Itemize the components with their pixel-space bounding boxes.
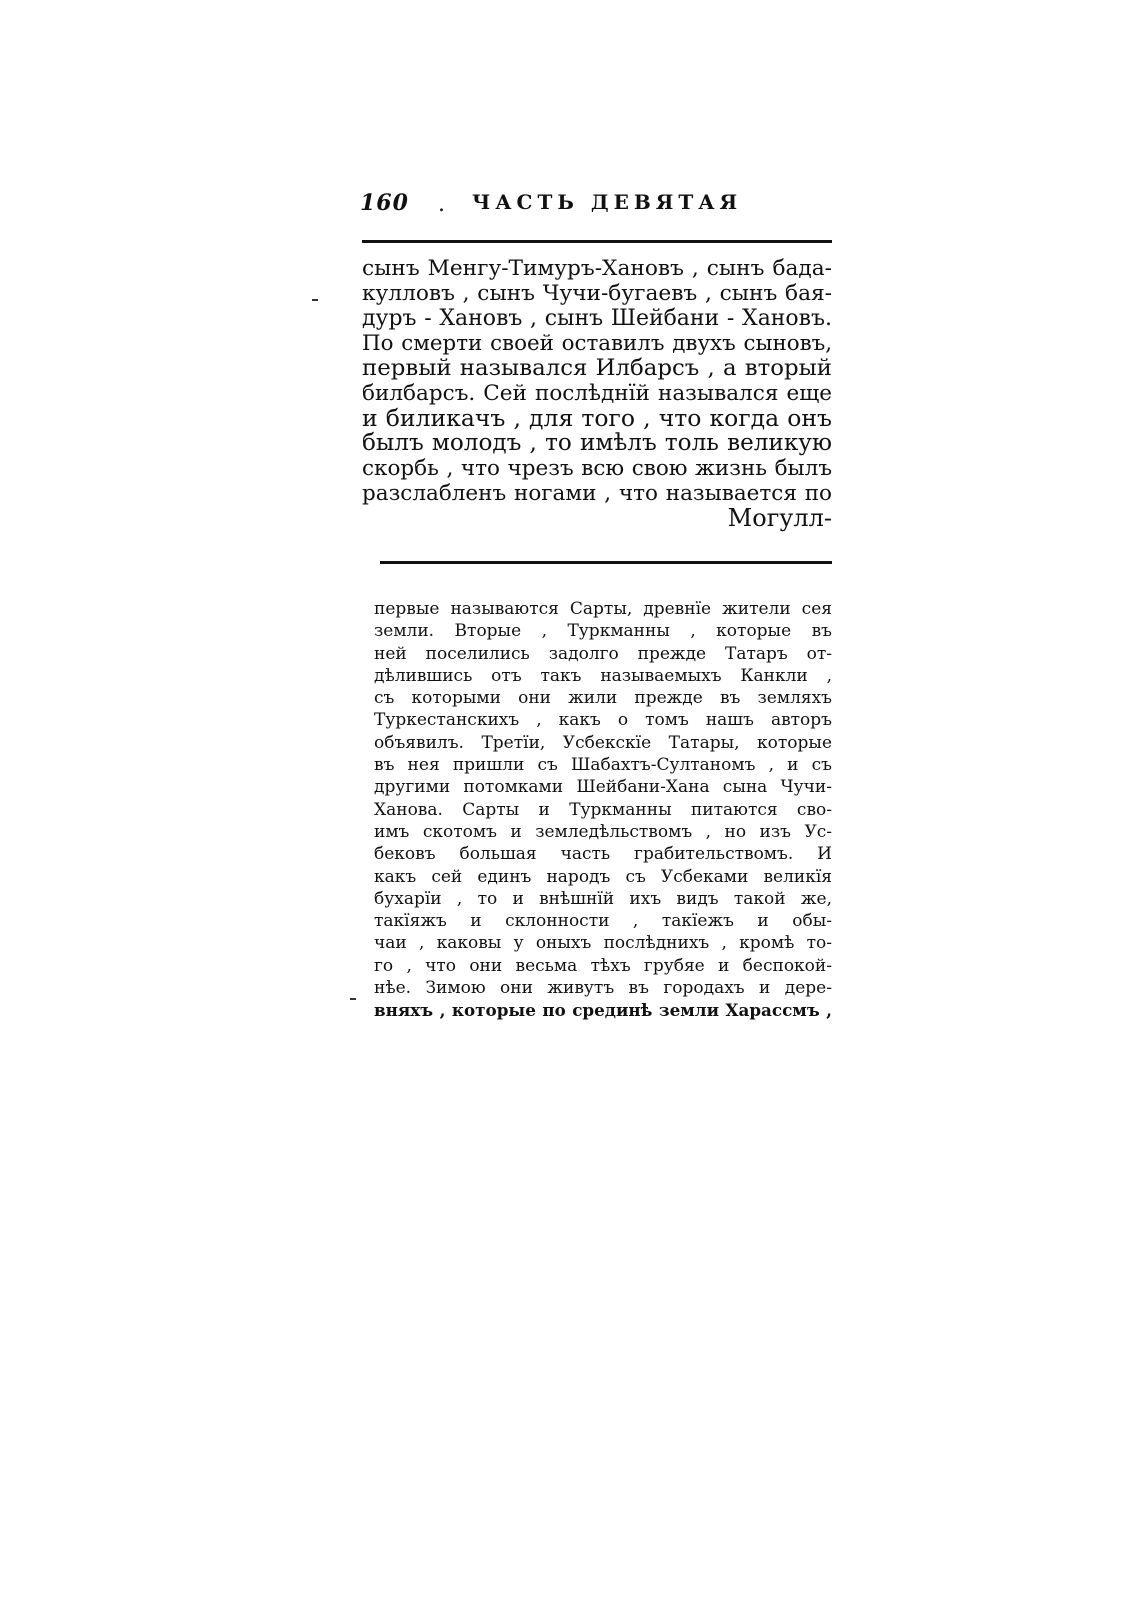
footnote-line: дѣлившись отъ такъ называемыхъ Канкли , [374, 665, 832, 686]
footnote-line: ней поселились задолго прежде Татаръ от- [374, 643, 832, 664]
footnote-line: Туркестанскихъ , какъ о томъ нашъ авторъ [374, 710, 832, 731]
header-dot: . [438, 192, 445, 217]
footnote-line: такїяжъ и склонности , такїежъ и обы- [374, 911, 832, 932]
main-text-line: разслабленъ ногами , что называется по [362, 481, 832, 506]
footnote-line: нѣе. Зимою они живутъ въ городахъ и дере- [374, 978, 832, 999]
footnote-line: вняхъ , которые по срединѣ земли Харассмъ , [374, 1000, 832, 1021]
main-text-line: сынъ Менгу-Тимуръ-Хановъ , сынъ бада- [362, 256, 832, 281]
main-text-line: дуръ - Хановъ , сынъ Шейбани - Хановъ. [362, 306, 832, 331]
running-title: ЧАСТЬ ДЕВЯТАЯ [472, 190, 743, 214]
footnote-block [374, 598, 832, 1022]
footnote-line: первые называются Сарты, древнїе жители сея [374, 599, 832, 619]
main-text-line: кулловъ , сынъ Чучи-бугаевъ , сынъ бая- [362, 281, 832, 306]
margin-mark [350, 998, 356, 1000]
footnote-line: бухарїи , то и внѣшнїй ихъ видъ такой же, [374, 888, 832, 909]
footnote-line: бековъ большая часть грабительствомъ. И [374, 844, 832, 865]
footnote-line: го , что они весьма тѣхъ грубяе и беспокой- [374, 955, 832, 976]
footnote-line: земли. Вторые , Туркманны , которые въ [374, 621, 832, 642]
footnote-line: чаи , каковы у оныхъ послѣднихъ , кромѣ то- [374, 933, 832, 954]
page-header [360, 190, 830, 222]
footnote-line: другими потомками Шейбани-Хана сына Чучи- [374, 777, 832, 798]
footnote-line: въ нея пришли съ Шабахтъ-Султаномъ , и съ [374, 755, 832, 776]
main-text-line: По смерти своей оставилъ двухъ сыновъ, [362, 331, 832, 356]
catchword: Могулл- [727, 504, 832, 532]
footnote-line: имъ скотомъ и земледѣльствомъ , но изъ Ус- [374, 821, 832, 842]
footnote-line: съ которыми они жили прежде въ земляхъ [374, 688, 832, 709]
main-text-line: былъ молодъ , то имѣлъ толь великую [362, 430, 832, 456]
margin-mark [312, 299, 318, 301]
page-number: 160 [360, 190, 409, 216]
header-rule [362, 240, 832, 243]
footnote-line: какъ сей единъ народъ съ Усбеками великїя [374, 866, 832, 887]
footnote-line: объявилъ. Третїи, Усбекскїе Татары, которые [374, 732, 832, 753]
main-text-line: первый назывался Илбарсъ , а вторый [362, 355, 832, 381]
footnote-line: Ханова. Сарты и Туркманны питаются сво- [374, 799, 832, 820]
main-text-block [362, 256, 832, 531]
main-text-line: билбарсъ. Сей послѣднїй назывался еще [362, 381, 832, 406]
footnote-rule [380, 561, 832, 564]
main-text-line: и биликачъ , для того , что когда онъ [362, 404, 832, 432]
main-text-line: скорбь , что чрезъ всю свою жизнь былъ [362, 456, 832, 481]
